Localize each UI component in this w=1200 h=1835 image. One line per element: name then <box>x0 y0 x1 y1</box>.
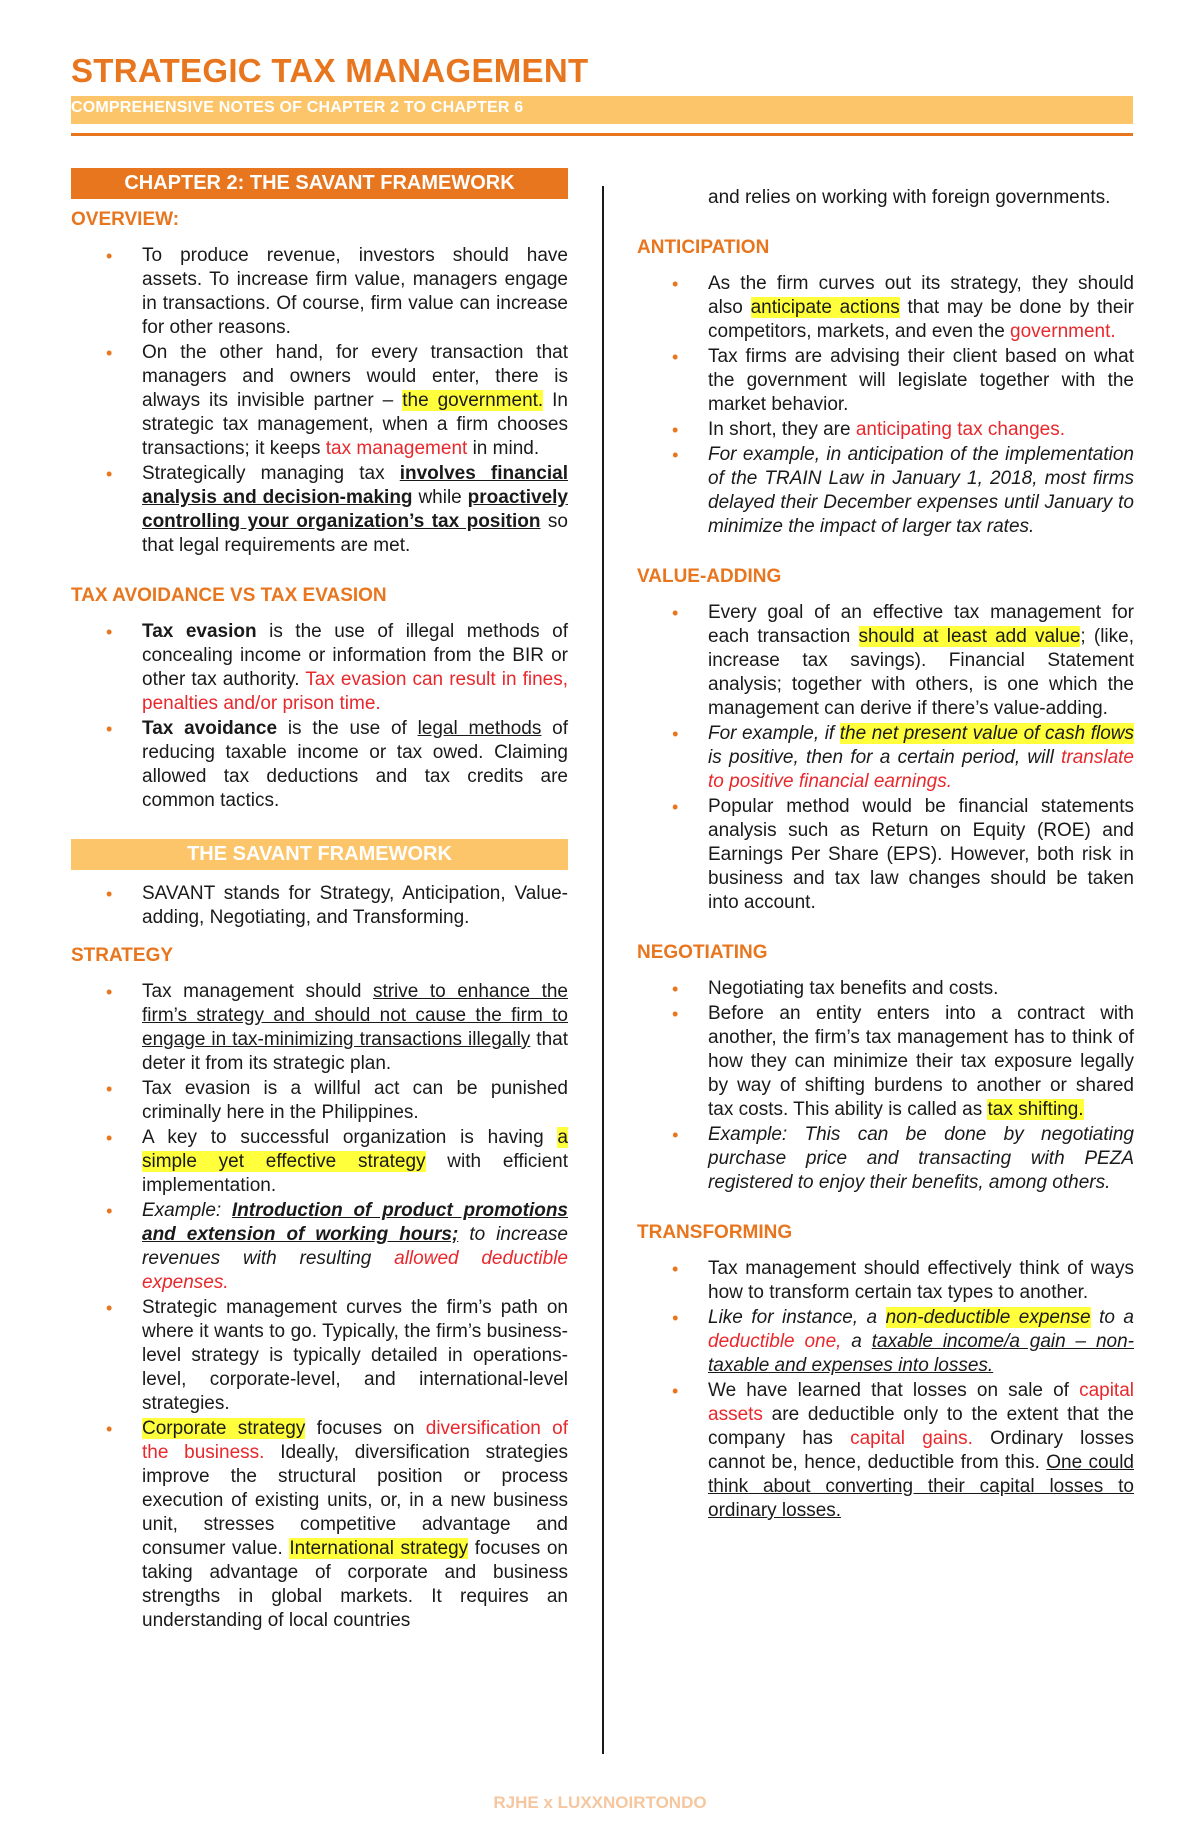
strategy-heading: STRATEGY <box>71 945 174 966</box>
list-item: • Tax management should strive to enhance the firm’s strategy and should not cause the firm to engage in tax-minimizing transactions illegally that deter it from its strategic plan. <box>106 981 568 1074</box>
list-item: • On the other hand, for every transaction that managers and owners would enter, there is always its invisible partner – the government. In strategic tax management, when a firm chooses transactions; it keeps tax management in mind. <box>106 342 569 459</box>
highlight: non-deductible expense <box>885 1307 1091 1328</box>
list-item: • Strategic management curves the firm’s path on where it wants to go. Typically, the firm’s business-level strategy is typically detailed in operations-level, corporate-level, and international-level strategies. <box>106 1297 568 1414</box>
bullet-icon: • <box>106 343 113 363</box>
list-item: • Tax evasion is a willful act can be punished criminally here in the Philippines. <box>106 1078 568 1123</box>
list-item: • For example, in anticipation of the implementation of the TRAIN Law in January 1, 2018, most firms delayed their December expenses until January to minimize the impact of larger tax rates. <box>672 444 1134 537</box>
bullet-icon: • <box>672 274 679 294</box>
bullet-icon: • <box>672 420 679 440</box>
list-item: • Tax avoidance is the use of legal methods of reducing taxable income or tax owed. Claiming allowed tax deductions and tax credits are common tactics. <box>106 718 569 811</box>
highlight: a simple yet effective strategy <box>142 1127 568 1172</box>
column-divider <box>602 186 604 1754</box>
list-item: • Strategically managing tax involves financial analysis and decision-making while proactively controlling your organization’s tax position so that legal requirements are met. <box>106 463 568 556</box>
title-divider <box>71 133 1133 136</box>
avoidance-list <box>71 620 568 813</box>
bullet-icon: • <box>106 622 113 642</box>
overview-heading: OVERVIEW: <box>71 209 180 230</box>
bullet-icon: • <box>672 603 679 623</box>
list-item: • Before an entity enters into a contract with another, the firm’s tax management has to think of how they can minimize their tax exposure legally by way of shifting burdens to another or shared tax costs. This ability is called as tax shifting. <box>672 1003 1134 1120</box>
overview-list <box>71 244 568 558</box>
bullet-icon: • <box>672 724 679 744</box>
bullet-icon: • <box>672 1004 679 1024</box>
bullet-icon: • <box>106 1419 113 1439</box>
highlight: anticipate actions <box>750 297 900 318</box>
highlight: International strategy <box>289 1538 469 1559</box>
bullet-icon: • <box>106 1298 113 1318</box>
list-item: • Every goal of an effective tax management for each transaction should at least add value; (like, increase tax savings). Financial Statement analysis; together with others, is one which the management can derive if there’s value-adding. <box>672 602 1134 719</box>
bullet-icon: • <box>106 719 113 739</box>
highlight: the net present value of cash flows <box>839 723 1134 744</box>
value-adding-heading: VALUE-ADDING <box>637 566 782 587</box>
list-item: • Like for instance, a non-deductible expense to a deductible one, a taxable income/a gain – non-taxable and expenses into losses. <box>672 1307 1134 1376</box>
list-item: • Example: Introduction of product promotions and extension of working hours; to increase revenues with resulting allowed deductible expenses. <box>106 1200 569 1293</box>
bullet-icon: • <box>672 347 679 367</box>
highlight: tax shifting. <box>987 1099 1084 1120</box>
highlight: Corporate strategy <box>142 1418 306 1439</box>
bullet-icon: • <box>106 1128 113 1148</box>
highlight: should at least add value <box>858 626 1081 647</box>
bullet-icon: • <box>106 1201 113 1221</box>
list-item: • Tax firms are advising their client based on what the government will legislate together with the market behavior. <box>672 346 1134 415</box>
list-item: • Tax evasion is the use of illegal methods of concealing income or information from the BIR or other tax authority. Tax evasion can result in fines, penalties and/or prison time. <box>106 621 569 714</box>
anticipation-heading: ANTICIPATION <box>637 237 770 258</box>
list-item: • In short, they are anticipating tax changes. <box>672 419 1065 440</box>
anticipation-list <box>637 272 1134 539</box>
list-item: • To produce revenue, investors should have assets. To increase firm value, managers engage in transactions. Of course, firm value can increase for other reasons. <box>106 245 568 338</box>
chapter-band: CHAPTER 2: THE SAVANT FRAMEWORK <box>71 168 568 199</box>
list-item: • Popular method would be financial statements analysis such as Return on Equity (ROE) and Earnings Per Share (EPS). However, both risk in business and tax law changes should be taken into account. <box>672 796 1134 913</box>
bullet-icon: • <box>672 1259 679 1279</box>
bullet-icon: • <box>672 1381 679 1401</box>
bullet-icon: • <box>106 982 113 1002</box>
bullet-icon: • <box>672 1125 679 1145</box>
strategy-continuation: and relies on working with foreign governments. <box>708 187 1111 208</box>
bullet-icon: • <box>106 246 113 266</box>
value-adding-list <box>637 601 1134 915</box>
list-item: • We have learned that losses on sale of capital assets are deductible only to the extent that the company has capital gains. Ordinary losses cannot be, hence, deductible from this. One could think about converting their capital losses to ordinary losses. <box>672 1380 1134 1521</box>
transforming-heading: TRANSFORMING <box>637 1222 793 1243</box>
list-item: • For example, if the net present value of cash flows is positive, then for a certain period, will translate to positive financial earnings. <box>672 723 1134 792</box>
bullet-icon: • <box>672 797 679 817</box>
page-title: STRATEGIC TAX MANAGEMENT <box>71 52 589 89</box>
bullet-icon: • <box>672 979 679 999</box>
savant-intro-list <box>71 882 568 930</box>
strategy-list <box>71 980 568 1633</box>
list-item: • A key to successful organization is having a simple yet effective strategy with efficient implementation. <box>106 1127 568 1196</box>
bullet-icon: • <box>106 884 113 904</box>
list-item: • As the firm curves out its strategy, they should also anticipate actions that may be done by their competitors, markets, and even the government. <box>672 273 1134 342</box>
negotiating-heading: NEGOTIATING <box>637 942 768 963</box>
page-subtitle: COMPREHENSIVE NOTES OF CHAPTER 2 TO CHAPTER 6 <box>71 99 524 116</box>
right-column <box>637 186 1134 1524</box>
list-item: • Negotiating tax benefits and costs. <box>672 978 999 999</box>
transforming-list <box>637 1257 1134 1523</box>
list-item: • Tax management should effectively think of ways how to transform certain tax types to another. <box>672 1258 1134 1303</box>
bullet-icon: • <box>672 1308 679 1328</box>
list-item: • Corporate strategy focuses on diversification of the business. Ideally, diversification strategies improve the structural position or process execution of existing units, or, in a new business unit, stresses competitive advantage and consumer value. International strategy focuses on taking advantage of corporate and business strengths in global markets. It requires an understanding of local countries <box>106 1418 568 1631</box>
bullet-icon: • <box>672 445 679 465</box>
footer-credit: RJHE x LUXXNOIRTONDO <box>493 1793 707 1812</box>
list-item: • Example: This can be done by negotiating purchase price and transacting with PEZA registered to enjoy their benefits, among others. <box>672 1124 1134 1193</box>
highlight: the government. <box>402 390 544 411</box>
left-column <box>71 168 568 1634</box>
list-item: • SAVANT stands for Strategy, Anticipation, Value-adding, Negotiating, and Transforming. <box>106 883 568 928</box>
negotiating-list <box>637 977 1134 1195</box>
bullet-icon: • <box>106 464 113 484</box>
bullet-icon: • <box>106 1079 113 1099</box>
avoidance-heading: TAX AVOIDANCE VS TAX EVASION <box>71 585 387 606</box>
savant-band: THE SAVANT FRAMEWORK <box>71 839 568 870</box>
